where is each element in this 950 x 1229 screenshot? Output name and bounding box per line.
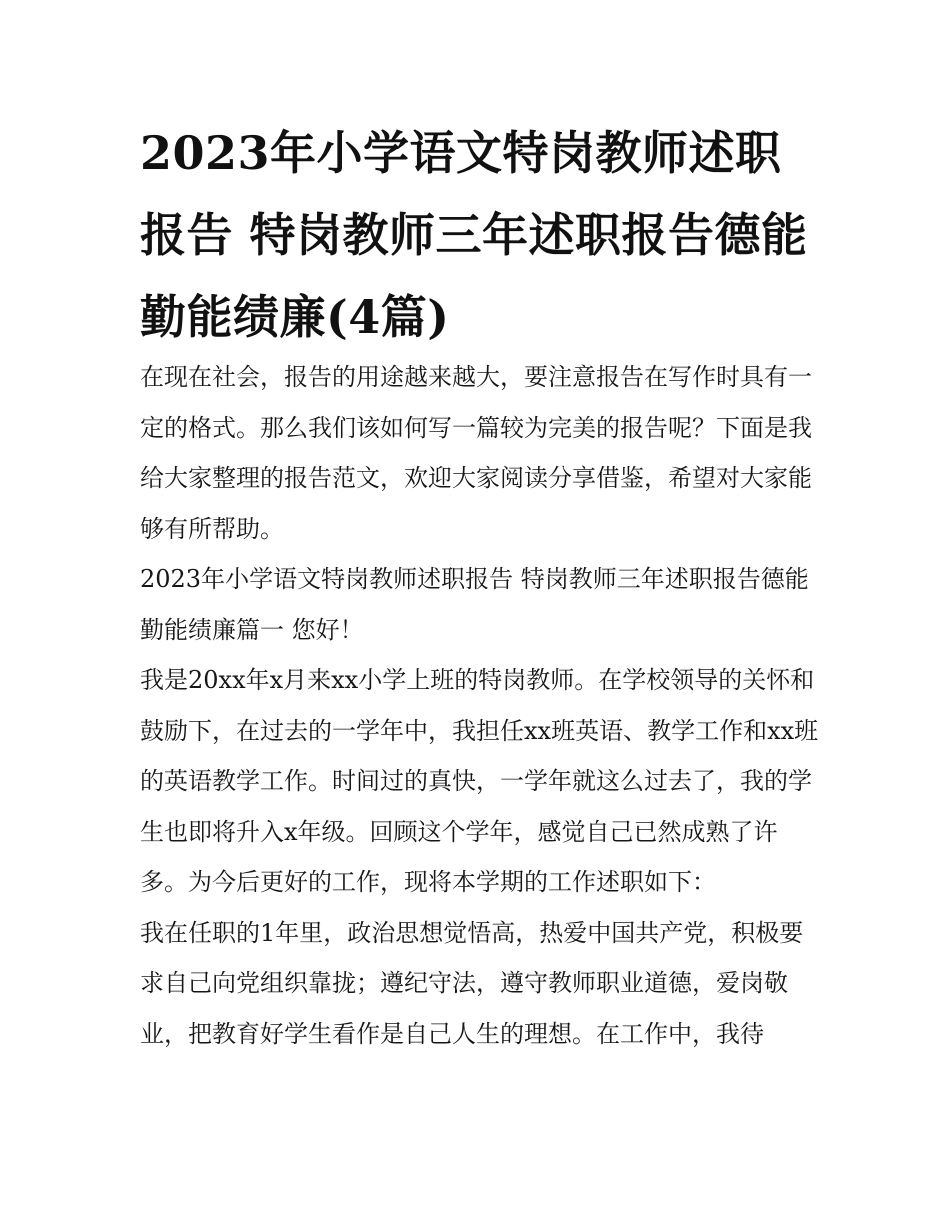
paragraph-self-intro: 我是20xx年x月来xx小学上班的特岗教师。在学校领导的关怀和鼓励下，在过去的一学年中，我担任xx班英语、教学工作和xx班的英语教学工作。时间过的真快，一学年就这么过去了，我的学生也即将升入x年级。回顾这个学年，感觉自己已然成熟了许多。为今后更好的工作，现将本学期的工作述职如下： <box>140 666 819 896</box>
paragraph-heading: 2023年小学语文特岗教师述职报告 特岗教师三年述职报告德能勤能绩廉篇一 您好！ <box>140 565 809 644</box>
document-body <box>140 352 820 1059</box>
paragraph-intro: 在现在社会，报告的用途越来越大，要注意报告在写作时具有一定的格式。那么我们该如何写一篇较为完美的报告呢？下面是我给大家整理的报告范文，欢迎大家阅读分享借鉴，希望对大家能够有所帮助。 <box>140 363 812 543</box>
document-title: 2023年小学语文特岗教师述职报告 特岗教师三年述职报告德能勤能绩廉(4篇) <box>140 126 808 344</box>
paragraph-political: 我在任职的1年里，政治思想觉悟高，热爱中国共产党，积极要求自己向党组织靠拢；遵纪守法，遵守教师职业道德，爱岗敬业，把教育好学生看作是自己人生的理想。在工作中，我待 <box>140 918 804 1048</box>
